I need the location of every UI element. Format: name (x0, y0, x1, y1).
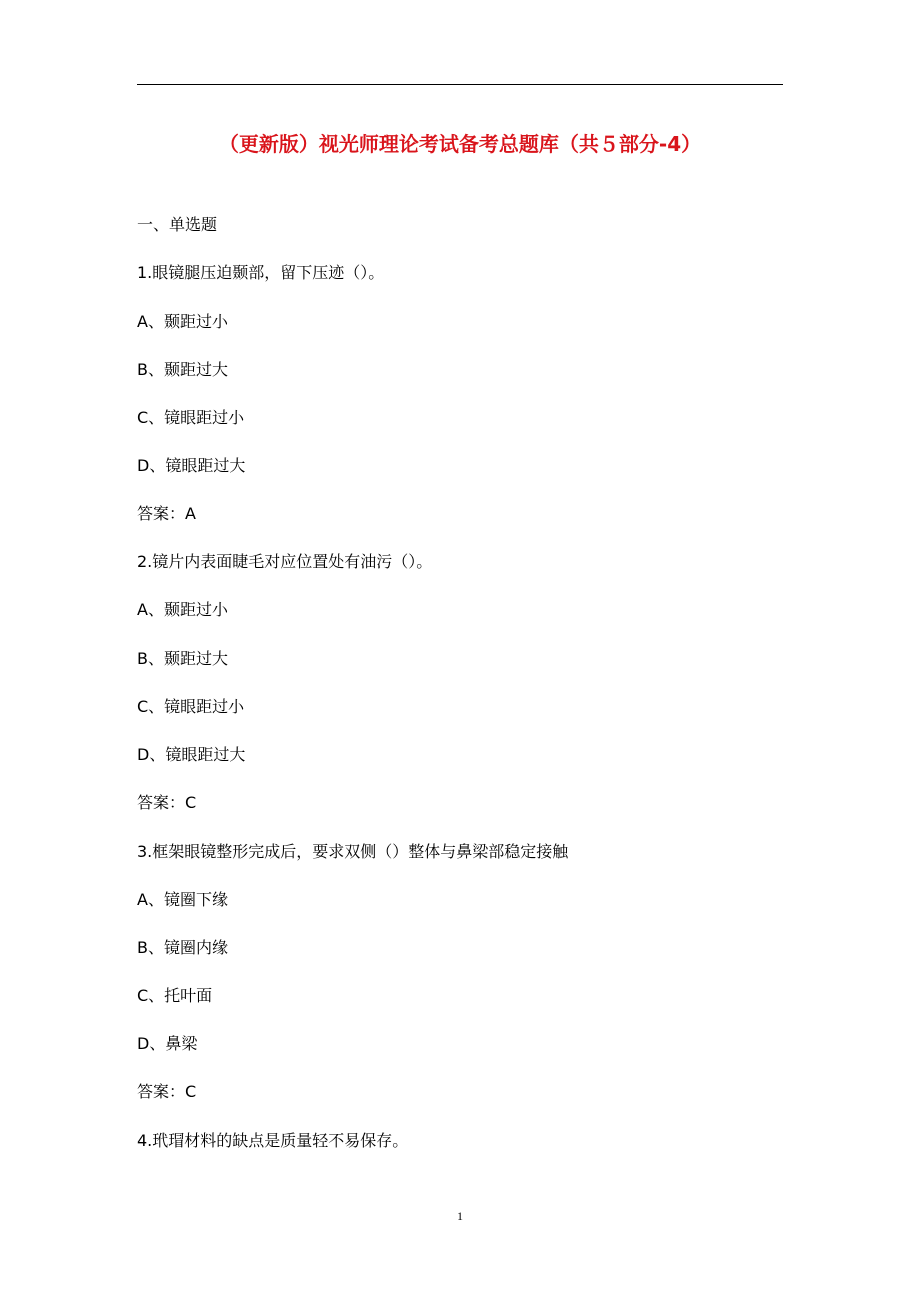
question-2-option-d: D、镜眼距过大 (137, 745, 246, 764)
question-1-answer: 答案：A (137, 504, 196, 523)
question-2-option-c: C、镜眼距过小 (137, 697, 245, 716)
question-2-stem: 2.镜片内表面睫毛对应位置处有油污（）。 (137, 552, 433, 571)
question-3-option-c: C、托叶面 (137, 986, 213, 1005)
question-4-stem: 4.玳瑁材料的缺点是质量轻不易保存。 (137, 1131, 409, 1150)
question-1-stem: 1.眼镜腿压迫颞部，留下压迹（）。 (137, 263, 385, 282)
question-3-answer: 答案：C (137, 1082, 197, 1101)
question-2-option-b: B、颞距过大 (137, 649, 228, 668)
header-rule (137, 84, 783, 85)
section-heading: 一、单选题 (137, 215, 218, 234)
question-3-option-a: A、镜圈下缘 (137, 890, 228, 909)
question-1-option-b: B、颞距过大 (137, 360, 228, 379)
question-3-option-b: B、镜圈内缘 (137, 938, 228, 957)
question-2-answer: 答案：C (137, 793, 197, 812)
question-1-option-a: A、颞距过小 (137, 312, 228, 331)
question-3-option-d: D、鼻梁 (137, 1034, 198, 1053)
page-number: 1 (457, 1209, 463, 1223)
question-1-option-d: D、镜眼距过大 (137, 456, 246, 475)
document-title: （更新版）视光师理论考试备考总题库（共５部分-4） (218, 132, 702, 156)
question-3-stem: 3.框架眼镜整形完成后，要求双侧（）整体与鼻梁部稳定接触 (137, 842, 569, 861)
question-2-option-a: A、颞距过小 (137, 600, 228, 619)
question-1-option-c: C、镜眼距过小 (137, 408, 245, 427)
